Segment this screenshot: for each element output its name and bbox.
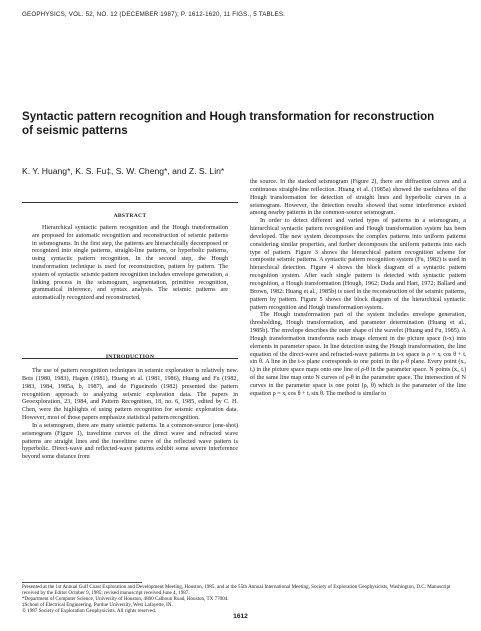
footnote-copyright: © 1987 Society of Exploration Geophysicists. All rights reserved.	[22, 608, 157, 615]
right-column-body	[250, 179, 466, 399]
page-number: 1612	[233, 613, 248, 620]
right-paragraph-1: the source. In the stacked seismogram (Figure 2), there are diffraction curves and a continuous straight-line reflection. Huang et al. (1985a) showed the usefulness of the Hough transformation for detection of straight lines and hyperbolic curves in a seismogram. However, the detection results showed that some interference existed among nearby patterns in the common-source seismogram.	[250, 179, 466, 217]
running-head: GEOPHYSICS, VOL. 52, NO. 12 (DECEMBER 1987); P. 1612-1620, 11 FIGS., 5 TABLES.	[22, 11, 286, 18]
footnote-affiliation-houston: *Department of Computer Science, University of Houston, 4800 Calhoun Road, Houston, TX 77004.	[22, 596, 229, 603]
abstract-text: Hierarchical syntactic pattern recognition and the Hough transformation are proposed for automatic recognition and reconstruction of seismic patterns in seismograms. In the first step, the patterns are hierarchically decomposed or recognized into single patterns, straight-line patterns, or hyperbolic patterns, using syntactic pattern recognition. In the second step, the Hough transformation technique is used for reconstruction, pattern by pattern. The system of syntactic seismic pattern recognition includes envelope generation, a linking process in the seismogram, segmentation, primitive recognition, grammatical inference, and syntax analysis. The seismic patterns are automatically recognized and reconstructed.	[32, 225, 228, 302]
abstract-heading: ABSTRACT	[113, 213, 147, 219]
footnotes	[22, 584, 466, 614]
intro-paragraph-1: The use of pattern recognition techniques in seismic exploration is relatively new. Bois (1980, 1983), Hagen (1981), Huang et al. (1981, 1986), Huang and Fu (1982, 1983, 1984, 1985a, b, 1987), and de Figueiredo (1982) presented the pattern recognition approach to analyzing seismic exploration data. The papers in Geoexploration, 23, 1984, and Pattern Recognition, 18, no. 6, 1985, edited by C. H. Chen, were the highlights of using pattern recognition for seismic exploration data. However, most of those papers emphasize statistical pattern recognition.	[22, 368, 238, 422]
paper-title: Syntactic pattern recognition and Hough transformation for reconstruction of seismic patterns	[22, 110, 435, 137]
footnote-divider	[22, 582, 142, 583]
footnote-presented: Presented at the 1st Annual Gulf Coast Exploration and Development Meeting, Houston, 1985, and at the 55th Annual International Meeting, Society of Exploration Geophysicists, Washington, D.C. Manuscript received by the Editor October 9, 1985; revised manuscript received June 4, 1987.	[22, 584, 451, 597]
intro-paragraph-2: In a seismogram, there are many seismic patterns. In a common-source (one-shot) seismogram (Figure 1), traveltime curves of the direct wave and refracted wave patterns are straight lines and the traveltime curve of the reflected wave pattern is hyperbolic. Direct-wave and reflected-wave patterns exhibit some severe interference beyond some distance from	[22, 422, 238, 461]
footnote-affiliation-purdue: ‡School of Electrical Engineering, Purdue University, West Lafayette, IN.	[22, 602, 173, 609]
introduction-heading: INTRODUCTION	[105, 354, 155, 360]
abstract-box	[22, 202, 238, 359]
right-paragraph-3: The Hough transformation part of the system includes envelope generation, thresholding, Hough transformation, and parameter determination (Huang et al., 1985b). The envelope describes the outer shape of the wavelet (Huang and Fu, 1985). A Hough transformation transforms each image element in the picture space (t-x) into elements in parameter space. In line detection using the Hough transformation, the line equation of the direct-wave and refracted-wave patterns in t-x space is ρ = xᵢ cos θ + tᵢ sin θ. A line in the t-x plane corresponds to one point in the ρ-θ plane. Every point (xᵢ, tᵢ) in the picture space maps onto one line of ρ-θ in the parameter space. N points (xᵢ, tᵢ) of the same line map onto N curves of ρ-θ in the parameter space. The intersection of N curves in the parameter space is one point (ρ, θ) which is the parameter of the line equation ρ = xᵢ cos θ + tᵢ sin θ. The method is similar to	[250, 312, 466, 397]
author-line: K. Y. Huang*, K. S. Fu‡, S. W. Cheng*, and Z. S. Lin*	[22, 166, 225, 176]
left-column-body	[22, 368, 238, 462]
right-paragraph-2: In order to detect different and varied types of patterns in a seismogram, a hierarchical syntactic pattern recognition and Hough transformation system has been developed. The new system decomposes the complex patterns into uniform patterns considering similar properties, and further decomposes the uniform patterns into each type of pattern. Figure 3 shows the hierarchical pattern recognition scheme for composite seismic patterns. A syntactic pattern recognition system (Fu, 1982) is used in hierarchical detection. Figure 4 shows the block diagram of a syntactic pattern recognition system. After each single pattern is detected with syntactic pattern recognition, a Hough transformation (Hough, 1962; Duda and Hart, 1972; Ballard and Brown, 1982; Huang et al., 1985b) is used in the reconstruction of the seismic patterns, pattern by pattern. Figure 5 shows the block diagram of the hierarchical syntactic pattern recognition and Hough transformation system.	[250, 218, 466, 311]
